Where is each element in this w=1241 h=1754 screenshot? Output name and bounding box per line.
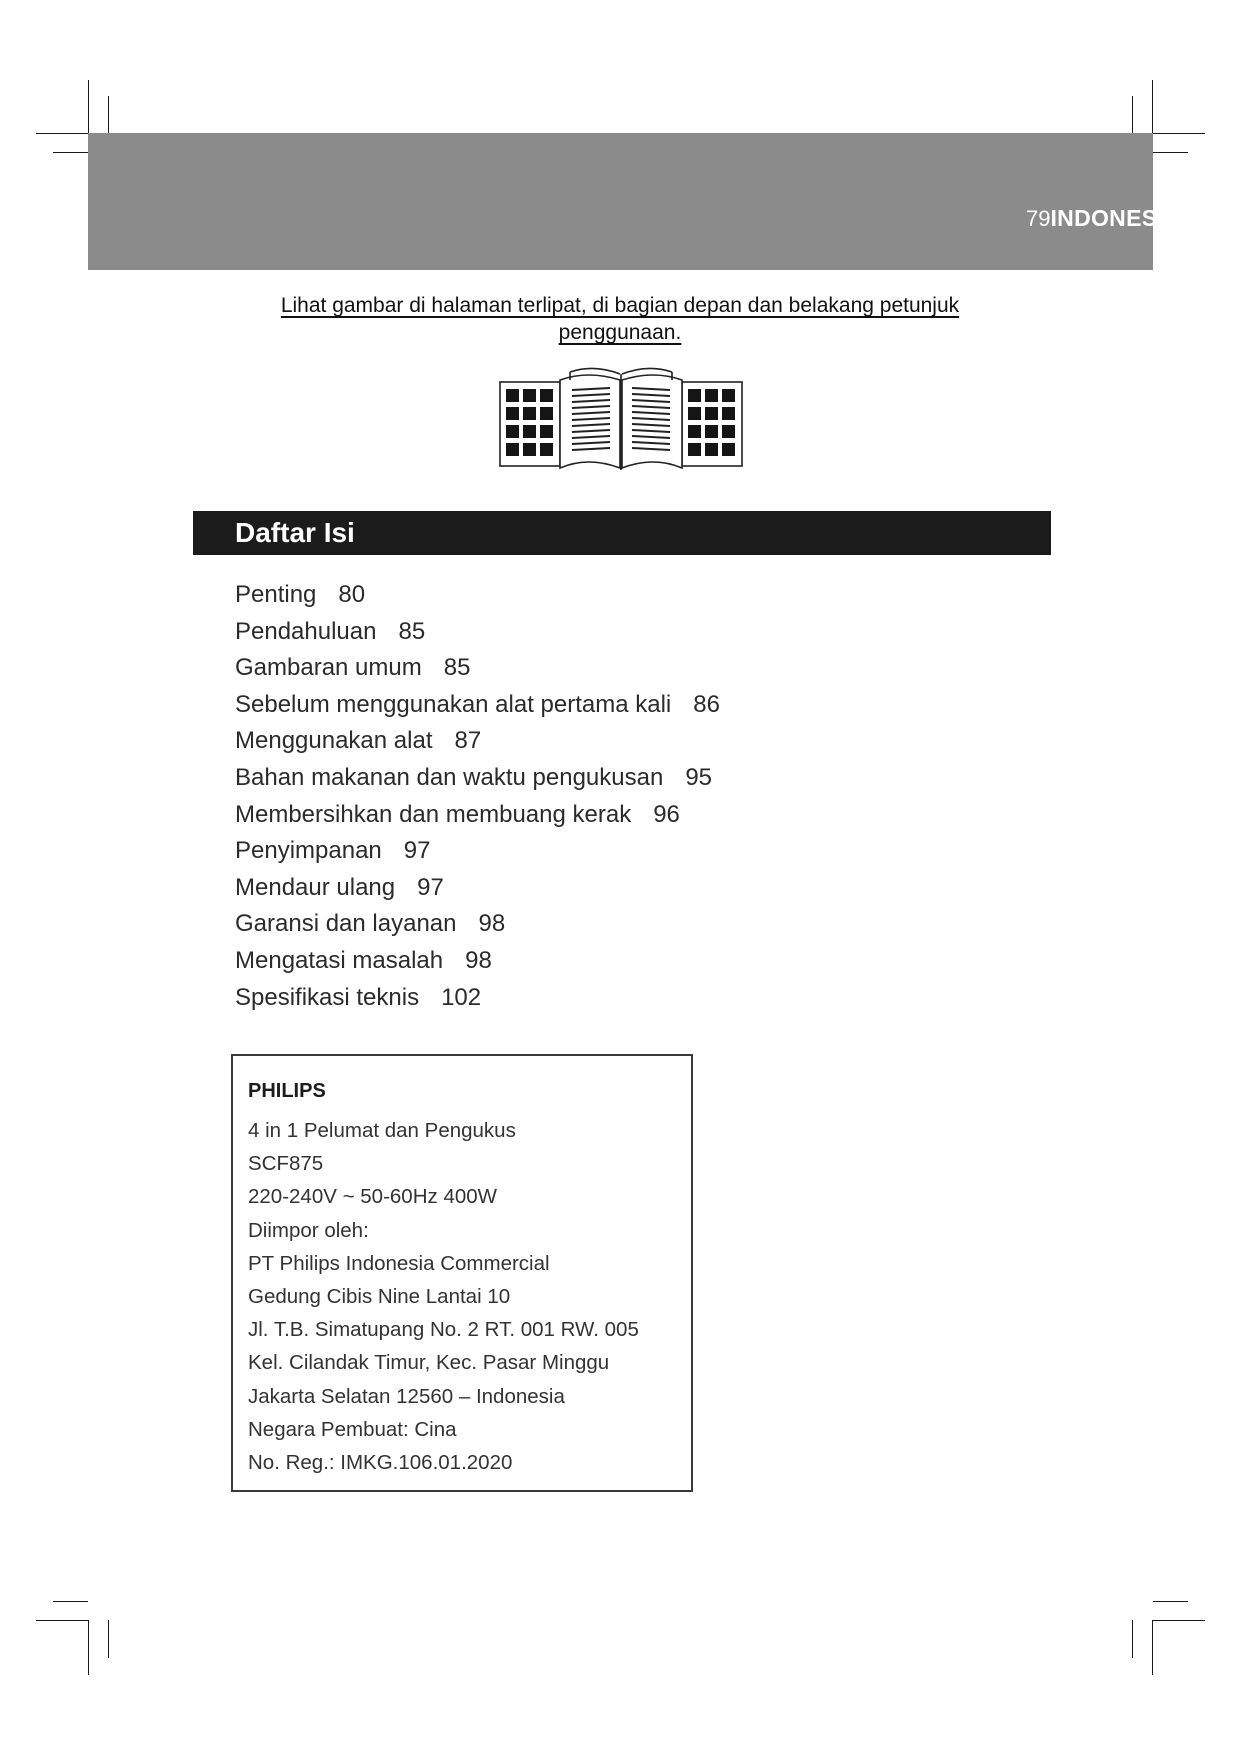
crop-mark (53, 152, 88, 153)
toc-entry-page: 98 (478, 910, 506, 938)
crop-mark (1132, 1620, 1133, 1658)
toc-entry[interactable] (235, 760, 720, 797)
toc-entry[interactable] (235, 577, 720, 614)
address-line: Gedung Cibis Nine Lantai 10 (248, 1285, 511, 1309)
language-label: INDONESIA (1050, 205, 1181, 231)
address-line: Jl. T.B. Simatupang No. 2 RT. 001 RW. 005 (248, 1318, 639, 1342)
toc-entry-title: Bahan makanan dan waktu pengukusan (235, 763, 664, 791)
toc-title-bar (193, 511, 1051, 555)
toc-entry-page: 98 (465, 946, 492, 974)
toc-entry[interactable] (235, 943, 720, 980)
toc-entry-title: Pendahuluan (235, 617, 377, 645)
toc-entry[interactable] (235, 687, 720, 724)
crop-mark (1152, 1620, 1153, 1675)
crop-mark (36, 1620, 88, 1621)
toc-list (235, 577, 720, 1016)
model-number: SCF875 (248, 1152, 324, 1176)
crop-mark (1132, 96, 1133, 134)
product-label-lines (248, 1114, 639, 1479)
crop-mark (108, 96, 109, 134)
page-number: 79 (1026, 206, 1051, 231)
crop-mark (88, 80, 89, 135)
header-band (88, 133, 1181, 270)
toc-entry-title: Mendaur ulang (235, 873, 396, 901)
toc-entry-title: Spesifikasi teknis (235, 983, 420, 1011)
registration-number: No. Reg.: IMKG.106.01.2020 (248, 1451, 513, 1475)
toc-entry-page: 97 (403, 837, 431, 865)
crop-mark (88, 1620, 89, 1675)
toc-entry-title: Sebelum menggunakan alat pertama kali (235, 690, 672, 718)
intro-instruction (210, 292, 1030, 346)
crop-mark (53, 1601, 88, 1602)
importer-name: PT Philips Indonesia Commercial (248, 1251, 550, 1275)
toc-entry-page: 95 (685, 763, 713, 791)
toc-entry[interactable] (235, 833, 720, 870)
toc-title: Daftar Isi (235, 517, 355, 548)
toc-entry[interactable] (235, 870, 720, 907)
product-name: 4 in 1 Pelumat dan Pengukus (248, 1119, 516, 1142)
brand-name: PHILIPS (248, 1080, 326, 1102)
power-rating: 220-240V ~ 50-60Hz 400W (248, 1185, 498, 1209)
product-label-box (231, 1054, 693, 1492)
toc-entry[interactable] (235, 614, 720, 651)
header-label (1026, 205, 1181, 232)
toc-entry-title: Mengatasi masalah (235, 946, 444, 974)
country-of-manufacture: Negara Pembuat: Cina (248, 1417, 457, 1441)
toc-entry-page: 87 (454, 727, 482, 755)
intro-line-1: Lihat gambar di halaman terlipat, di bagian depan dan belakang petunjuk (280, 294, 960, 317)
toc-entry-title: Penting (235, 581, 317, 608)
toc-entry[interactable] (235, 650, 720, 687)
toc-entry[interactable] (235, 723, 720, 760)
toc-entry-title: Menggunakan alat (235, 727, 433, 755)
toc-entry[interactable] (235, 906, 720, 943)
toc-entry-page: 85 (398, 617, 426, 645)
toc-entry-title: Membersihkan dan membuang kerak (235, 800, 632, 828)
toc-entry-page: 97 (417, 873, 444, 901)
toc-entry[interactable] (235, 797, 720, 834)
crop-mark (1153, 133, 1205, 134)
intro-line-2: penggunaan. (558, 321, 682, 344)
toc-entry-page: 85 (443, 654, 471, 682)
toc-entry-page: 102 (441, 983, 482, 1011)
address-line: Kel. Cilandak Timur, Kec. Pasar Minggu (248, 1351, 610, 1375)
address-line: Jakarta Selatan 12560 – Indonesia (248, 1384, 565, 1408)
toc-entry[interactable] (235, 980, 720, 1017)
toc-entry-title: Garansi dan layanan (235, 910, 457, 938)
crop-mark (1153, 1620, 1205, 1621)
crop-mark (108, 1620, 109, 1658)
crop-mark (1153, 152, 1188, 153)
open-booklet-icon (498, 362, 744, 472)
toc-entry-page: 86 (693, 690, 720, 718)
importer-heading: Diimpor oleh: (248, 1218, 369, 1242)
toc-entry-page: 96 (653, 800, 680, 828)
toc-entry-title: Penyimpanan (235, 837, 382, 865)
toc-entry-page: 80 (338, 581, 366, 608)
crop-mark (36, 133, 88, 134)
crop-mark (1152, 80, 1153, 135)
toc-entry-title: Gambaran umum (235, 654, 422, 682)
crop-mark (1153, 1601, 1188, 1602)
